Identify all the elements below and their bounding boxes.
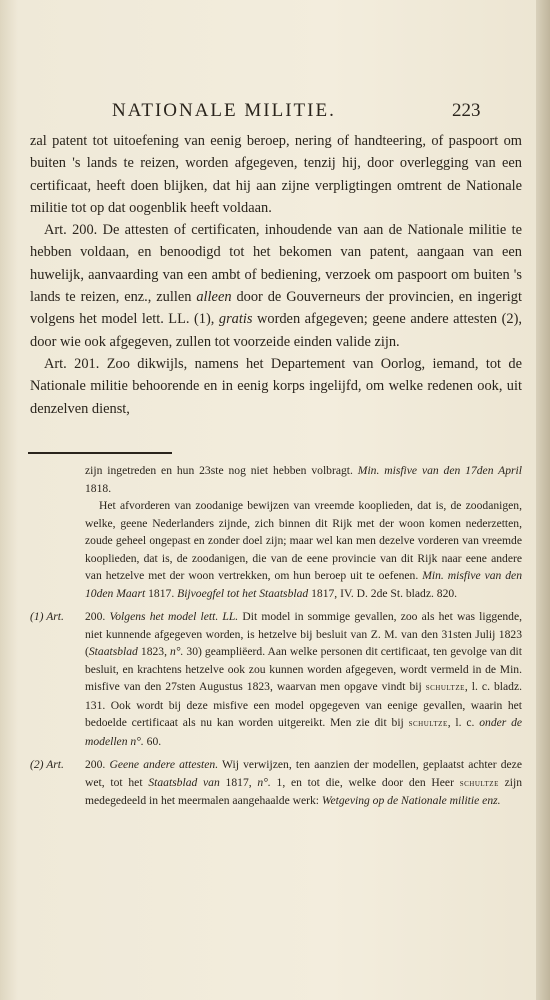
page-edge xyxy=(536,0,550,1000)
paragraph-art-200 xyxy=(30,219,522,353)
emphasis-alleen: alleen xyxy=(196,289,232,306)
note-text: 60. xyxy=(146,734,162,748)
paragraph-continued: zal patent tot uitoefening van eenig beroep, nering of handteering, of paspoort om buiten 's lands te reizen, worden afgegeven, tenzij hij, door overlegging van een certificaat, heeft doen blijken, dat hij aan zijne verpligtingen omtrent de Nationale militie tot op dat oogenblik heeft voldaan. xyxy=(30,133,522,216)
note-citation: Staatsblad van xyxy=(148,775,220,789)
note-text: 200. xyxy=(85,758,106,771)
note-text: 200. xyxy=(85,610,106,623)
main-text xyxy=(30,130,522,420)
footnote-2 xyxy=(30,756,522,810)
art-200-text-c: worden afgegeven; geene andere attesten (2), door wie ook afgegeven, zullen tot voorzeide einden valide zijn. xyxy=(30,311,522,350)
note-text: Het afvorderen van zoodanige bewijzen van vreemde kooplieden, dat is, de zoodanigen, welke, geene Nederlanders zijnde, zich binnen dit Rijk met der woon komen nederzetten, zoude geheel ongepast en zonder doel zijn; maar wel kan men dezelve vorderen van vreemde kooplieden, dat is, de zoodanigen, die van de eene provincie van dit Rijk naar eene andere van hetzelve met der woon vertrekken, om hun beroep uit te oefenen. xyxy=(85,499,522,582)
note-text: 1823, xyxy=(140,645,167,658)
note-text: 1817, IV. D. 2de St. bladz. 820. xyxy=(311,586,458,600)
note-heading: Geene andere attesten. xyxy=(109,758,219,771)
note-text: 1818. xyxy=(85,481,112,495)
note-text: , l. c. bladz. 131. Ook wordt bij deze misfive een model opgegeven van eenige gevallen, waarin het bedoelde certificaat als nu kan worden uitgereikt. Men zie dit bij xyxy=(85,680,522,729)
note-citation: n°. xyxy=(170,645,184,658)
note-continuation-1 xyxy=(30,462,522,497)
running-title: NATIONALE MILITIE. xyxy=(112,100,336,121)
note-text: 1, en tot die, welke door den Heer xyxy=(276,775,454,789)
footnote-2-marker: (2) Art. xyxy=(30,758,64,771)
note-text: Wij verwijzen, ten aanzien der modellen, geplaatst achter deze wet, tot het xyxy=(85,758,522,789)
note-citation: onder de modellen n°. xyxy=(85,716,523,748)
paragraph-art-201: Art. 201. Zoo dikwijls, namens het Departement van Oorlog, iemand, tot de Nationale militie behoorende en in eenig korps ingelijfd, om welke redenen ook, uit denzelven dienst, xyxy=(30,355,522,417)
note-citation: Min. misfive van den 17den April xyxy=(357,464,522,477)
note-citation: Staatsblad xyxy=(88,645,138,658)
note-citation: Bijvoegfel tot het Staatsblad xyxy=(177,586,309,600)
note-citation: Min. misfive van den 10den Maart xyxy=(85,569,523,600)
emphasis-gratis: gratis xyxy=(218,311,253,328)
footnote-rule xyxy=(28,452,172,454)
note-text: Dit model in sommige gevallen, zoo als het was liggende, niet kunnende afgegeven worden, is hetzelve bij besluit van Z. M. van den 31sten Julij 1823 ( xyxy=(85,610,522,658)
art-200-text-b: door de Gouverneurs der provincien, en ingerigt volgens het model lett. LL. (1), xyxy=(30,289,522,328)
page-number: 223 xyxy=(452,100,481,121)
art-200-text-a: Art. 200. De attesten of certificaten, inhoudende van aan de Nationale militie te hebben voldaan, en benoodigd tot het bekomen van patent, aangaan van een huwelijk, aanvaarding van een ambt of bediening, verzoek om paspoort om buiten 's lands te reizen, enz., zullen xyxy=(30,222,522,306)
note-heading: Volgens het model lett. LL. xyxy=(109,610,239,623)
author-name: schultze xyxy=(459,777,499,789)
note-continuation-2 xyxy=(30,497,522,602)
note-citation: n°. xyxy=(257,775,271,789)
footnotes xyxy=(30,462,522,810)
note-text: 1817, xyxy=(225,775,252,789)
note-text: zijn ingetreden en hun 23ste nog niet hebben volbragt. xyxy=(85,464,353,477)
note-text: , l. c. xyxy=(447,716,475,729)
note-text: 30) geampliëerd. Aan welke personen dit certificaat, ten gevolge van dit besluit, en krachtens hetzelve ook zou kunnen worden afgegeven, wordt vermeld in de Min. misfive van den 27sten Augustus 1823, waarvan men opgave vindt bij xyxy=(85,645,522,693)
note-text: 1817. xyxy=(148,586,175,600)
author-name: schultze xyxy=(408,718,448,729)
author-name: schultze xyxy=(425,682,465,693)
footnote-1 xyxy=(30,608,522,750)
note-text: zijn medegedeeld in het meermalen aangehaalde werk: xyxy=(85,775,523,807)
footnote-1-marker: (1) Art. xyxy=(30,610,64,623)
note-citation: Wetgeving op de Nationale militie enz. xyxy=(321,794,501,807)
